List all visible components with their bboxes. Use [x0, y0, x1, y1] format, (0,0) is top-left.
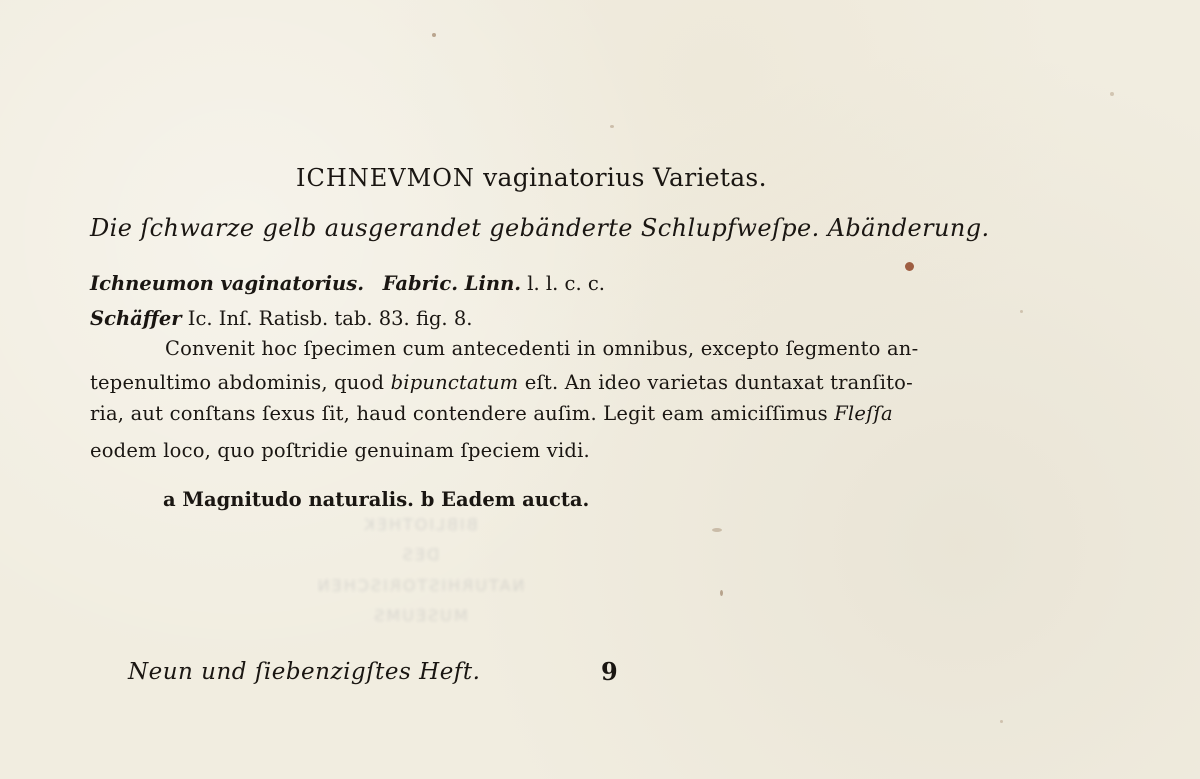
- paper-fleck: [720, 590, 723, 596]
- paper-fleck: [905, 262, 914, 271]
- page-number: 9: [601, 657, 618, 686]
- title-caps: ICHNEVMON: [296, 164, 475, 192]
- bleed-through-stamp: BIBLIOTHEK DES NATURHISTORISCHEN MUSEUMS: [315, 515, 525, 626]
- reference-line: [90, 309, 472, 329]
- paper-fleck: [712, 528, 722, 532]
- paper-fleck: [1020, 310, 1023, 313]
- body-text-emphasis: bipunctatum: [390, 371, 519, 394]
- reference-plain: l. l. c. c.: [527, 272, 605, 295]
- body-text-line: [90, 404, 893, 424]
- body-text-line: Convenit hoc ſpecimen cum antecedenti in omnibus, excepto ſegmento an-: [165, 337, 919, 360]
- paper-fleck: [610, 125, 614, 128]
- volume-footer: Neun und ſiebenzigſtes Heft.: [128, 659, 481, 685]
- body-text: ria, aut conſtans ſexus ſit, haud contendere auſim. Legit eam amiciſſimus: [90, 402, 835, 425]
- reference-plain: Ic. Inſ. Ratisb. tab. 83. fig. 8.: [187, 307, 473, 330]
- title-rest: vaginatorius Varietas.: [483, 163, 767, 192]
- body-text-line: [90, 373, 913, 393]
- reference-italic: Ichneumon vaginatorius.: [90, 272, 364, 295]
- paper-fleck: [1000, 720, 1003, 723]
- body-text-emphasis: Fleſſa: [834, 402, 893, 425]
- figure-caption: a Magnitudo naturalis. b Eadem aucta.: [163, 488, 590, 511]
- body-text: eſt. An ideo varietas duntaxat tranſito-: [518, 371, 913, 394]
- reference-italic: Fabric. Linn.: [382, 272, 522, 295]
- paper-fleck: [432, 33, 436, 37]
- body-text-line: eodem loco, quo poſtridie genuinam ſpeciem vidi.: [90, 439, 590, 462]
- reference-line: [90, 274, 605, 294]
- reference-italic: Schäffer: [90, 307, 182, 330]
- page-title: [296, 165, 767, 190]
- german-title: Die ſchwarze gelb ausgerandet gebänderte Schlupfweſpe. Abänderung.: [90, 214, 990, 242]
- paper-fleck: [1110, 92, 1114, 96]
- body-text: tepenultimo abdominis, quod: [90, 371, 391, 394]
